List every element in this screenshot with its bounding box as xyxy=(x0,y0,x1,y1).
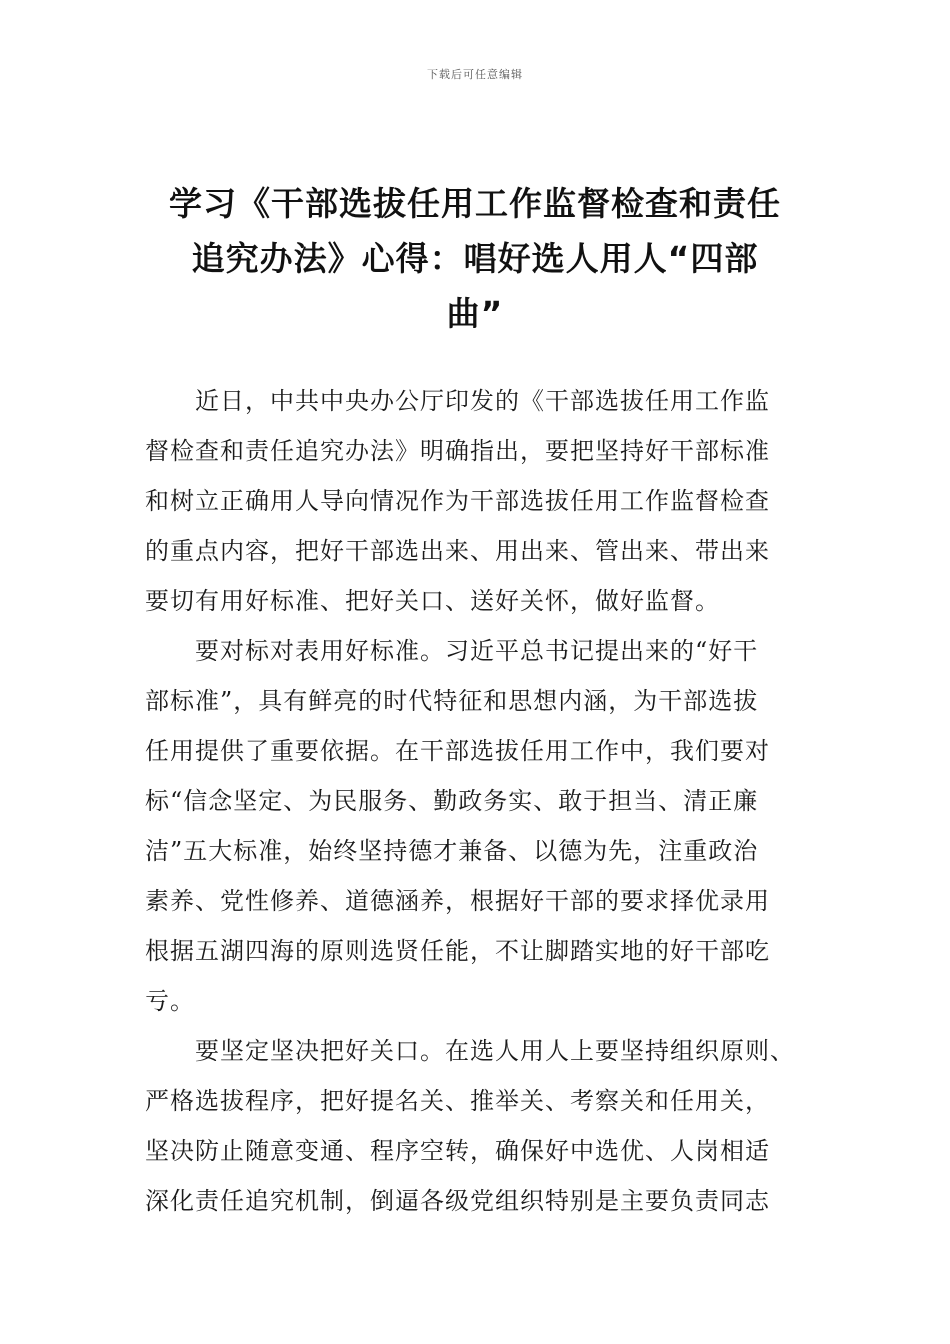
body-line: 素养、党性修养、道德涵养，根据好干部的要求择优录用 xyxy=(145,887,770,915)
body-line: 近日，中共中央办公厅印发的《干部选拔任用工作监 xyxy=(195,387,770,415)
body-line: 督检查和责任追究办法》明确指出，要把坚持好干部标准 xyxy=(145,437,770,465)
title-line: 追究办法》心得：唱好选人用人“四部 xyxy=(191,239,759,278)
document-title xyxy=(140,176,810,341)
title-line: 学习《干部选拔任用工作监督检查和责任 xyxy=(169,184,781,223)
title-line: 曲” xyxy=(446,294,504,333)
body-line: 要切有用好标准、把好关口、送好关怀，做好监督。 xyxy=(145,587,720,615)
body-line: 坚决防止随意变通、程序空转，确保好中选优、人岗相适 xyxy=(145,1137,770,1165)
body-line: 任用提供了重要依据。在干部选拔任用工作中，我们要对 xyxy=(145,737,770,765)
body-line: 要对标对表用好标准。习近平总书记提出来的“好干 xyxy=(195,637,759,665)
body-line: 深化责任追究机制，倒逼各级党组织特别是主要负责同志 xyxy=(145,1187,770,1215)
body-line: 的重点内容，把好干部选出来、用出来、管出来、带出来 xyxy=(145,537,770,565)
header-note: 下载后可任意编辑 xyxy=(427,68,523,81)
body-line: 根据五湖四海的原则选贤任能，不让脚踏实地的好干部吃 xyxy=(145,937,770,965)
body-line: 洁”五大标准，始终坚持德才兼备、以德为先，注重政治 xyxy=(145,837,759,865)
body-line: 亏。 xyxy=(145,987,195,1015)
body-line: 和树立正确用人导向情况作为干部选拔任用工作监督检查 xyxy=(145,487,770,515)
document-body xyxy=(145,376,810,1226)
body-line: 严格选拔程序，把好提名关、推举关、考察关和任用关， xyxy=(145,1087,770,1115)
body-line: 要坚定坚决把好关口。在选人用人上要坚持组织原则、 xyxy=(195,1037,795,1065)
body-line: 标“信念坚定、为民服务、勤政务实、敢于担当、清正廉 xyxy=(145,787,759,815)
body-line: 部标准”，具有鲜亮的时代特征和思想内涵，为干部选拔 xyxy=(145,687,759,715)
